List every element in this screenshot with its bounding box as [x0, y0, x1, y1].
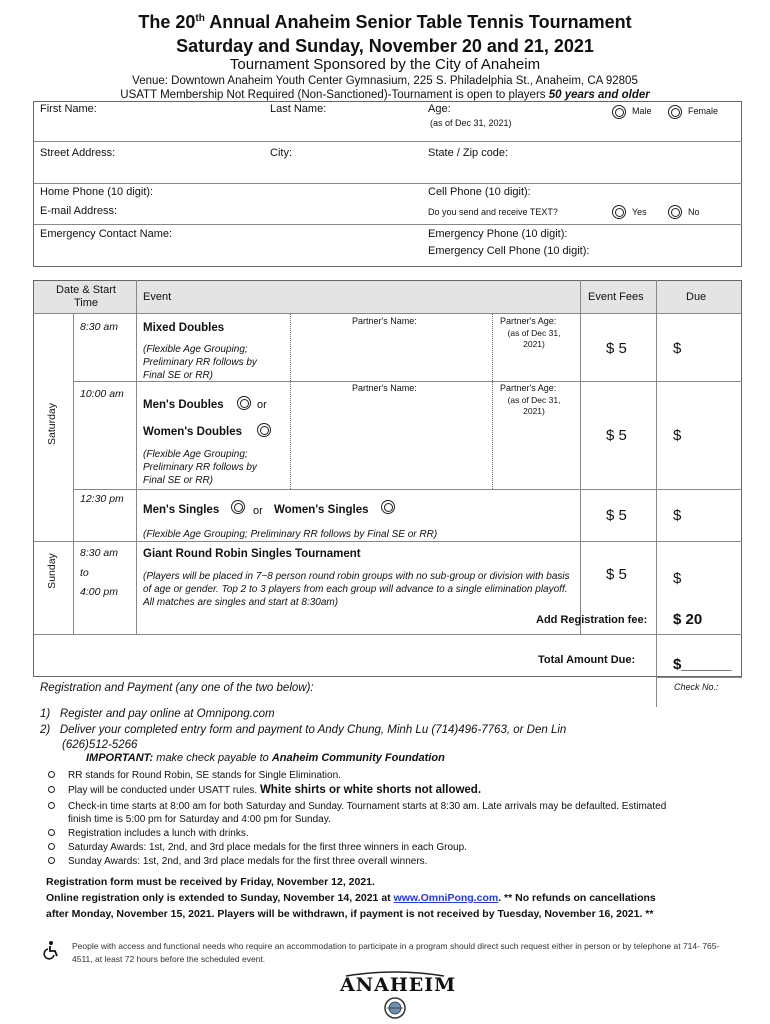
- female-radio[interactable]: [668, 105, 682, 119]
- bullet-checkin: Check-in time starts at 8:00 am for both Saturday and Sunday. Tournament starts at 8:30 am. Late arrivals may be defaulted. Estimated finish time is 5:00 pm for Saturday and 4:00 pm for Sunday.: [68, 800, 688, 826]
- payment-option-2: 2) Deliver your completed entry form and payment to Andy Chung, Minh Lu (714)496-7763, or Den Lin (626)512-5266: [40, 724, 567, 751]
- deadline-note: Registration form must be received by Friday, November 12, 2021.: [46, 876, 375, 888]
- row2-partner-age-note: (as of Dec 31, 2021): [507, 395, 561, 416]
- last-name-field[interactable]: Last Name:: [270, 103, 327, 115]
- row3-desc: (Flexible Age Grouping; Preliminary RR follows by Final SE or RR): [143, 529, 438, 540]
- row2-partner-age[interactable]: Partner's Age:: [500, 383, 557, 393]
- bullet-rr-se: RR stands for Round Robin, SE stands for Single Elimination.: [68, 769, 341, 782]
- important-note: IMPORTANT: make check payable to Anaheim Community Foundation: [86, 752, 445, 764]
- email-field[interactable]: E-mail Address:: [40, 205, 118, 217]
- row3-fee: $ 5: [606, 507, 627, 524]
- female-label: Female: [688, 106, 719, 116]
- age-field[interactable]: Age:: [428, 103, 451, 115]
- row1-partner-age-note: (as of Dec 31, 2021): [507, 328, 561, 349]
- giant-round-robin-event: Giant Round Robin Singles Tournament: [143, 548, 361, 560]
- withdraw-note: after Monday, November 15, 2021. Players will be withdrawn, if payment is not received by Tuesday, November 16, 2021. **: [46, 908, 654, 920]
- bullet-sunday-awards: Sunday Awards: 1st, 2nd, and 3rd place medals for the first three overall winners.: [68, 855, 427, 868]
- home-phone-field[interactable]: Home Phone (10 digit):: [40, 186, 154, 198]
- text-no-label: No: [688, 207, 700, 217]
- womens-singles-event: Women's Singles: [274, 504, 369, 516]
- membership-line: USATT Membership Not Required (Non-Sanctioned)-Tournament is open to players 50 years and older: [120, 89, 650, 101]
- payment-title: Registration and Payment (any one of the two below):: [40, 682, 314, 694]
- row2-partner-name[interactable]: Partner's Name:: [352, 383, 417, 393]
- omnipong-link[interactable]: www.OmniPong.com: [393, 892, 499, 904]
- row4-desc: (Players will be placed in 7~8 person round robin groups with no sub-group or division with basis of age or gender. Top 2 to 3 players from each group will advance to a single elimination playoff. All matches are singles and start at 8:30am): [143, 571, 570, 608]
- row1-time: 8:30 am: [80, 321, 118, 333]
- bullet-lunch: Registration includes a lunch with drinks.: [68, 827, 249, 840]
- row1-desc: (Flexible Age Grouping; Preliminary RR follows by Final SE or RR): [143, 344, 257, 381]
- sunday-label: Sunday: [46, 553, 58, 589]
- registration-fee-value: $ 20: [673, 611, 703, 628]
- saturday-label: Saturday: [46, 402, 58, 446]
- row3-or: or: [253, 505, 263, 517]
- row2-time: 10:00 am: [80, 388, 124, 400]
- womens-doubles-radio[interactable]: [257, 423, 271, 437]
- col-due-header: Due: [686, 291, 707, 303]
- anaheim-logo-text: ANAHEIM: [340, 974, 457, 996]
- row2-desc: (Flexible Age Grouping; Preliminary RR follows by Final SE or RR): [143, 449, 257, 486]
- row1-partner-age[interactable]: Partner's Age:: [500, 316, 557, 326]
- emergency-cell-field[interactable]: Emergency Cell Phone (10 digit):: [428, 245, 590, 257]
- text-question: Do you send and receive TEXT?: [428, 207, 558, 217]
- mixed-doubles-event: Mixed Doubles: [143, 322, 225, 334]
- womens-doubles-event: Women's Doubles: [143, 426, 243, 438]
- row2-or: or: [257, 399, 267, 411]
- bullet-saturday-awards: Saturday Awards: 1st, 2nd, and 3rd place medals for the first three winners in each Group.: [68, 841, 467, 854]
- col-date-header: Date & Start Time: [56, 284, 116, 309]
- emergency-contact-field[interactable]: Emergency Contact Name:: [40, 228, 173, 240]
- row3-due[interactable]: $: [673, 507, 682, 524]
- col-event-header: Event: [143, 291, 172, 303]
- row1-due[interactable]: $: [673, 340, 682, 357]
- registration-fee-label: Add Registration fee:: [536, 614, 648, 626]
- text-no-radio[interactable]: [668, 205, 682, 219]
- mens-singles-radio[interactable]: [231, 500, 245, 514]
- row2-fee: $ 5: [606, 427, 627, 444]
- cell-phone-field[interactable]: Cell Phone (10 digit):: [428, 186, 531, 198]
- state-zip-field[interactable]: State / Zip code:: [428, 147, 509, 159]
- bullet-usatt: Play will be conducted under USATT rules. White shirts or white shorts not allowed.: [68, 784, 481, 797]
- text-yes-radio[interactable]: [612, 205, 626, 219]
- city-field[interactable]: City:: [270, 147, 292, 159]
- accessibility-icon: [42, 940, 62, 965]
- sponsor-line: Tournament Sponsored by the City of Anaheim: [229, 56, 541, 73]
- mens-singles-event: Men's Singles: [143, 504, 220, 516]
- personal-info-box: [33, 101, 742, 267]
- tournament-dates: Saturday and Sunday, November 20 and 21, 2021: [176, 36, 594, 56]
- payment-option-1: 1) Register and pay online at Omnipong.com: [40, 708, 275, 720]
- womens-singles-radio[interactable]: [381, 500, 395, 514]
- anaheim-logo: [340, 970, 457, 1022]
- first-name-field[interactable]: First Name:: [40, 103, 97, 115]
- mens-doubles-radio[interactable]: [237, 396, 251, 410]
- age-note: (as of Dec 31, 2021): [430, 118, 512, 128]
- row2-due[interactable]: $: [673, 427, 682, 444]
- check-no-field[interactable]: Check No.:: [674, 682, 719, 692]
- row4-due[interactable]: $: [673, 570, 682, 587]
- mens-doubles-event: Men's Doubles: [143, 399, 224, 411]
- row1-partner-name[interactable]: Partner's Name:: [352, 316, 417, 326]
- page-title: The 20th Annual Anaheim Senior Table Tennis Tournament: [138, 12, 632, 32]
- total-due-label: Total Amount Due:: [538, 654, 636, 666]
- col-fees-header: Event Fees: [588, 291, 644, 303]
- emergency-phone-field[interactable]: Emergency Phone (10 digit):: [428, 228, 568, 240]
- online-note: Online registration only is extended to Sunday, November 14, 2021 at www.OmniPong.com. ** No refunds on cancellations: [46, 892, 656, 904]
- row4-fee: $ 5: [606, 566, 627, 583]
- total-due-value[interactable]: $______: [673, 656, 732, 673]
- row4-time-start: 8:30 am: [80, 547, 118, 559]
- venue-line: Venue: Downtown Anaheim Youth Center Gymnasium, 225 S. Philadelphia St., Anaheim, CA 92805: [132, 75, 638, 87]
- accessibility-note: People with access and functional needs who require an accommodation to participate in a program should direct such request either in person or by telephone at 714- 765-4511, at least 72 hours before the scheduled event.: [72, 941, 720, 964]
- street-address-field[interactable]: Street Address:: [40, 147, 116, 159]
- row4-time-end: 4:00 pm: [80, 586, 118, 598]
- row1-fee: $ 5: [606, 340, 627, 357]
- male-label: Male: [632, 106, 652, 116]
- row3-time: 12:30 pm: [80, 493, 124, 505]
- male-radio[interactable]: [612, 105, 626, 119]
- text-yes-label: Yes: [632, 207, 647, 217]
- row4-time-to: to: [80, 567, 89, 579]
